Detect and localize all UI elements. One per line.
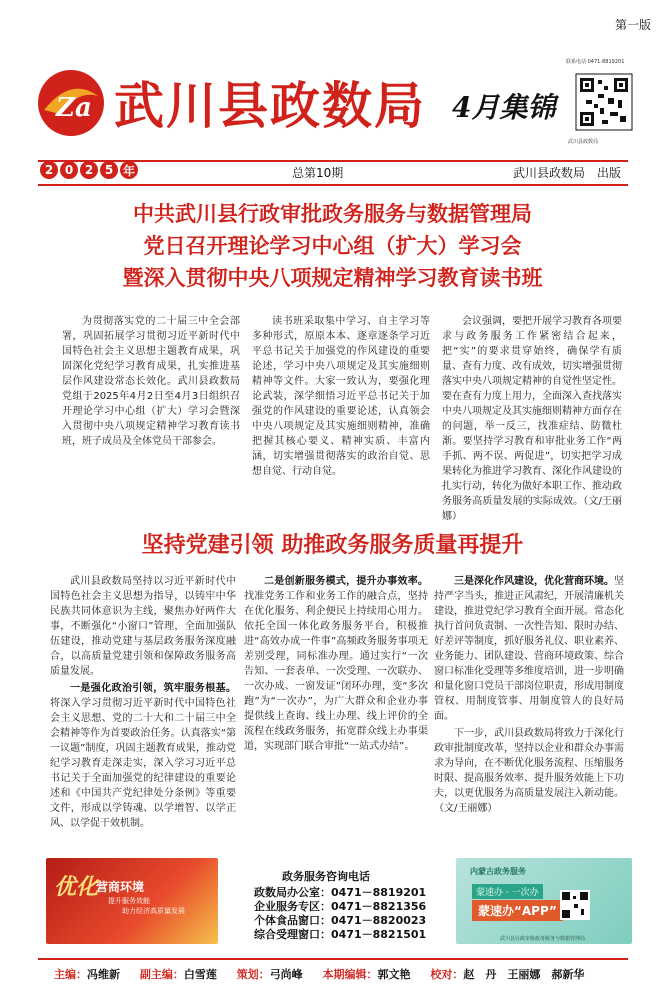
- year-digit: 5: [100, 161, 118, 179]
- mengsuban-slogan: 蒙速办 · 一次办: [472, 884, 543, 899]
- contact-phone: 0471－8820023: [331, 914, 427, 927]
- article2-column-1: [50, 574, 236, 833]
- article2-closing: 下一步，武川县政数局将致力于深化行政审批制度改革，坚持以企业和群众办事需求为导向，在不断优化服务流程、压缩服务时限、提高服务效率、提升服务效能上下功夫，以更优服务为高质量发展注入新动能。（文/王丽娜）: [434, 728, 624, 814]
- credits: [54, 966, 600, 982]
- article2-intro: 武川县政数局坚持以习近平新时代中国特色社会主义思想为指导，以铸牢中华民族共同体意识为主线，聚焦办好两件大事，不断强化“小窗口”管理，全面加强队伍建设，推动党建与基层政务服务深度融合，以高质量党建引领和保障政务服务高质量发展。: [50, 576, 236, 677]
- credit-name: 白雪莲: [183, 968, 217, 981]
- mengsuban-footer: 武川县行政审批政务服务与数据管理局: [500, 936, 586, 942]
- qr-code-icon: [560, 890, 590, 920]
- point2-lead: 二是创新服务模式，提升办事效率。: [264, 576, 428, 587]
- contact-title: 政务服务咨询电话: [282, 870, 370, 883]
- year-badge: [40, 161, 138, 179]
- article2-point2: [244, 574, 428, 754]
- month-title: 4月集锦: [452, 91, 556, 124]
- qr-code-icon: [572, 64, 636, 148]
- year-digit: 2: [40, 161, 58, 179]
- credit-role: 副主编：: [139, 968, 184, 981]
- article1-column-2: [252, 314, 430, 481]
- banner-title: 优化: [54, 874, 99, 900]
- article1-paragraph: 读书班采取集中学习、自主学习等多种形式，原原本本、逐章逐条学习近平总书记关于加强党的作风建设的重要论述，学习中央八项规定及其实施细则精神等文件。大家一致认为，要强化理论武装，深学细悟习近平总书记关于加强党的作风建设的重要论述，认真领会中央八项规定及其实施细则精神，准确把握其核心要义、精神实质、丰富内涵，切实增强贯彻落实的政治自觉、思想自觉、行动自觉。: [252, 316, 430, 477]
- credit-name: 冯维新: [87, 968, 120, 981]
- banner-line: 助力经济高质量发展: [122, 907, 185, 915]
- article1-paragraph: 为贯彻落实党的二十届三中全会部署，巩固拓展学习贯彻习近平新时代中国特色社会主义思想主题教育成果，巩固深化党纪学习教育成果，扎实推进基层作风建设常态长效化。武川县政数局党组于2025年4月2日至4月3日组织召开理论学习中心组（扩大）学习会暨深入贯彻中央八项规定精神学习教育读书班，班子成员及全体党员干部参会。: [62, 316, 240, 447]
- credit-role: 校对：: [430, 968, 464, 981]
- article1-column-3: [442, 314, 622, 526]
- point1-text: 将深入学习贯彻习近平新时代中国特色社会主义思想、党的二十大和二十届三中全会精神等作为首要政治任务。认真落实“第一议题”制度，巩固主题教育成果，推动党纪学习教育走深走实，深入学习习近平总书记关于全面加强党的纪律建设的重要论述和《中国共产党纪律处分条例》等重要文件，形成以学铸魂、以学增智、以学正风、以学促干效机制。: [50, 698, 236, 829]
- publisher: 武川县政数局 出版: [513, 166, 622, 180]
- contact-phone: 0471－8821356: [331, 900, 427, 913]
- article2-point3: [434, 574, 624, 724]
- credit-role: 策划：: [236, 968, 270, 981]
- credit-name: 弓尚峰: [269, 968, 303, 981]
- mengsuban-app-label: 蒙速办“APP”: [472, 900, 563, 921]
- article1-column-1: [62, 314, 240, 451]
- svg-text:Za: Za: [56, 93, 92, 123]
- point1-lead: 一是强化政治引领，筑牢服务根基。: [70, 683, 236, 694]
- credit-role: 本期编辑：: [322, 968, 378, 981]
- issue-number: 总第10期: [292, 166, 344, 180]
- credit-role: 主编：: [54, 968, 87, 981]
- banner-line: 提升服务效能: [108, 897, 150, 905]
- paper-title: 武川县政数局: [114, 76, 426, 135]
- contact-row: [254, 926, 426, 942]
- contact-label: 政数局办公室：: [254, 886, 331, 899]
- article2-column-2: [244, 574, 428, 756]
- year-digit: 0: [60, 161, 78, 179]
- article1-title-line3: 暨深入贯彻中央八项规定精神学习教育读书班: [122, 266, 543, 290]
- article1-title-line1: 中共武川县行政审批政务服务与数据管理局: [133, 202, 532, 226]
- contact-phone: 0471－8819201: [331, 886, 427, 899]
- page-number: 第一版: [614, 18, 651, 32]
- article2-column-3: [434, 574, 624, 818]
- contact-label: 企业服务专区：: [254, 900, 331, 913]
- contact-label: 个体食品窗口：: [254, 914, 331, 927]
- contact-phone: 0471－8821501: [331, 928, 427, 941]
- mengsuban-brand: 内蒙古政务服务: [470, 867, 526, 876]
- qr-caption-bottom: 武川县政数局: [568, 139, 599, 145]
- banner-subtitle: 营商环境: [96, 880, 145, 894]
- wuchuan-logo-icon: [34, 66, 108, 140]
- article1-paragraph: 会议强调，要把开展学习教育各项要求与政务服务工作紧密结合起来，把“实”的要求贯穿始终，确保学有质量、查有力度、改有成效，切实增强贯彻落实中央八项规定精神的自觉性坚定性。要在查有力度上用力，全面深入查找落实中央八项规定及其实施细则精神方面存在的问题，举一反三，找准症结、防微杜渐。要坚持学习教育和审批业务工作“两手抓、两不误、两促进”，切实把学习成果转化为推进学习教育、深化作风建设的扎实行动，转化为做好本职工作、推动政务服务高质量发展的实际成效。（文/王丽娜）: [442, 316, 622, 522]
- article2-title: 坚持党建引领 助推政务服务质量再提升: [141, 533, 524, 558]
- article1-title-line2: 党日召开理论学习中心组（扩大）学习会: [143, 234, 522, 258]
- credit-name: 赵 丹 王丽娜 郝新华: [463, 968, 585, 981]
- credit-name: 郭文艳: [377, 968, 411, 981]
- year-suffix: 年: [120, 161, 138, 179]
- footer-divider: [38, 958, 628, 960]
- article2-point1: [50, 681, 236, 831]
- year-digit: 2: [80, 161, 98, 179]
- point3-text: 坚持严字当头，推进正风肃纪，开展清廉机关建设，推进党纪学习教育全面开展。常态化执行首问负责制、一次性告知、限时办结、好差评等制度，抓好服务礼仪、职业素养、业务能力、团队建设、营商环境政策、综合窗口标准化受理等多维度培训，进一步明确和量化窗口党员干部岗位职责，形成用制度管权、用制度管事、用制度管人的良好局面。: [434, 576, 624, 722]
- point3-lead: 三是深化作风建设，优化营商环境。: [454, 576, 614, 587]
- point2-text: 找准党务工作和业务工作的融合点，坚持在优化服务、利企便民上持续用心用力。依托全国一体化政务服务平台，积极推进“高效办成一件事”高频政务服务事项无差别受理，同标准办理。通过实行“一次告知、一套表单、一次受理、一次联办、一次办成、一窗发证”闭环办理，变“多次跑”为“一次办”，为广大群众和企业办事提供线上查询、线上办理、线上评价的全流程在线政务服务，拓宽群众线上办事渠道，实现部门联合审批“一站式办结”。: [244, 591, 428, 752]
- contact-label: 综合受理窗口：: [254, 928, 331, 941]
- qr-caption-top: 联系电话 0471-8819201: [566, 59, 625, 65]
